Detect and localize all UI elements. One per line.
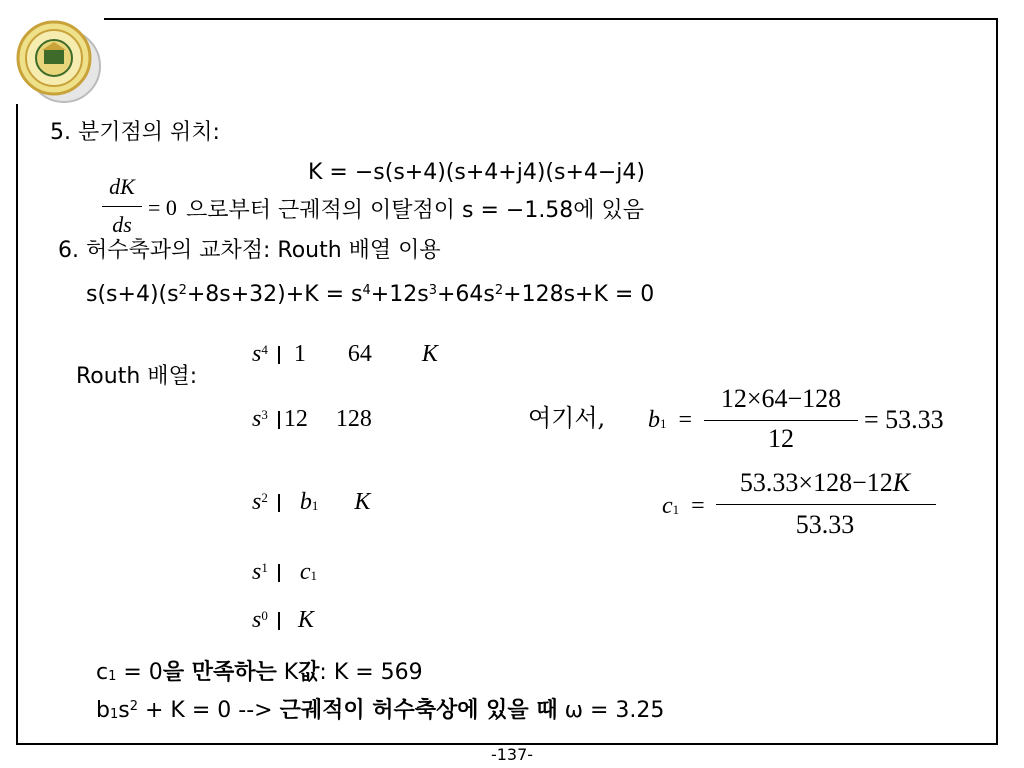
c1-numerator-k: K — [892, 468, 911, 497]
breakaway-result: 으로부터 근궤적의 이탈점이 s = −1.58에 있음 — [186, 198, 645, 223]
row-cell-1-sub: 1 — [310, 568, 317, 583]
b1-sup: 2 — [129, 699, 138, 714]
characteristic-equation — [86, 282, 654, 308]
c1-subscript: 1 — [672, 502, 680, 517]
b1-b: b — [96, 698, 110, 723]
routh-row-s2 — [252, 488, 370, 516]
row-s: s — [252, 559, 262, 585]
university-seal-logo — [14, 14, 104, 104]
c1-lhs — [662, 492, 705, 520]
row-power: 3 — [261, 407, 268, 422]
b1-denominator: 12 — [768, 424, 794, 453]
row-cell-1: b — [299, 489, 312, 515]
char-eq-part-c: +12s — [370, 282, 429, 307]
row-cell-1-sub: 1 — [311, 498, 319, 513]
row-power: 1 — [261, 560, 268, 575]
ds-denominator: ds — [112, 212, 132, 237]
c1-k-value: : K = 569 — [319, 660, 423, 685]
row-cell-1: c — [299, 559, 311, 585]
c1-k: K — [276, 660, 299, 685]
c1-denominator: 53.33 — [795, 510, 855, 539]
b1-s: s — [118, 698, 130, 723]
c1-value-word: 값 — [298, 660, 320, 685]
row-cell-2: K — [354, 489, 371, 515]
b1-result: = 53.33 — [864, 405, 944, 434]
c1-equals-zero: = 0 — [116, 660, 163, 685]
c1-equals: = — [691, 493, 705, 519]
row-cell-3: K — [421, 341, 438, 367]
char-eq-sup-2b: 2 — [494, 283, 504, 298]
c1-numerator — [712, 468, 938, 498]
where-label: 여기서, — [528, 404, 606, 432]
section5-heading: 5. 분기점의 위치: — [50, 120, 220, 145]
row-s: s — [252, 341, 262, 367]
b1-numerator: 12×64−128 — [720, 384, 842, 413]
routh-row-s0 — [252, 606, 314, 634]
char-eq-part-a: s(s+4)(s — [86, 282, 179, 307]
k-equation: K = −s(s+4)(s+4+j4)(s+4−j4) — [308, 160, 646, 185]
equals-zero: = 0 — [148, 195, 177, 220]
aux-eq: + K = 0 --> — [138, 698, 280, 723]
row-divider — [278, 411, 280, 429]
row-cell-2: 128 — [335, 406, 372, 432]
c1-sub: 1 — [108, 669, 117, 684]
c1-symbol: c — [662, 493, 673, 519]
row-s: s — [252, 489, 262, 515]
routh-row-s1 — [252, 558, 317, 586]
c1-satisfy: 을 만족하는 — [162, 660, 277, 685]
routh-row-s4 — [252, 340, 438, 368]
row-power: 2 — [261, 490, 268, 505]
page-number: -137- — [490, 745, 534, 764]
row-divider — [278, 612, 280, 630]
row-cell-1: K — [297, 607, 314, 633]
dK-numerator: dK — [109, 174, 135, 199]
dK-ds-fraction-line — [102, 206, 142, 207]
conclusion-line-1 — [96, 660, 423, 686]
routh-row-s3 — [252, 405, 372, 433]
row-s: s — [252, 607, 262, 633]
c1-c: c — [96, 660, 109, 685]
char-eq-part-e: +128s+K = 0 — [503, 282, 655, 307]
row-divider — [278, 346, 280, 364]
row-power: 4 — [261, 342, 268, 357]
c1-numerator-value: 53.33×128−12 — [739, 468, 893, 497]
row-divider — [278, 564, 280, 582]
section6-heading: 6. 허수축과의 교차점: Routh 배열 이용 — [58, 238, 441, 263]
row-s: s — [252, 406, 262, 432]
conclusion-line-2 — [96, 698, 664, 724]
b1-sub: 1 — [109, 707, 119, 722]
char-eq-part-b: +8s+32)+K = s — [186, 282, 363, 307]
row-cell-1: 12 — [283, 406, 308, 432]
char-eq-sup-3: 3 — [428, 283, 437, 298]
omega-value: ω = 3.25 — [557, 698, 665, 723]
routh-label: Routh 배열: — [76, 364, 198, 389]
row-power: 0 — [261, 608, 268, 623]
b1-equals: = — [678, 407, 693, 433]
row-divider — [278, 494, 280, 512]
b1-fraction-line — [704, 420, 858, 421]
char-eq-sup-4: 4 — [362, 283, 371, 298]
b1-subscript: 1 — [660, 416, 667, 431]
b1-symbol: b — [648, 407, 660, 433]
imag-axis-text: 근궤적이 허수축상에 있을 때 — [279, 698, 558, 723]
char-eq-sup-2: 2 — [178, 283, 187, 298]
c1-fraction-line — [716, 504, 936, 505]
row-cell-1: 1 — [293, 341, 306, 367]
b1-lhs — [648, 406, 692, 434]
row-cell-2: 64 — [347, 341, 372, 367]
char-eq-part-d: +64s — [436, 282, 495, 307]
